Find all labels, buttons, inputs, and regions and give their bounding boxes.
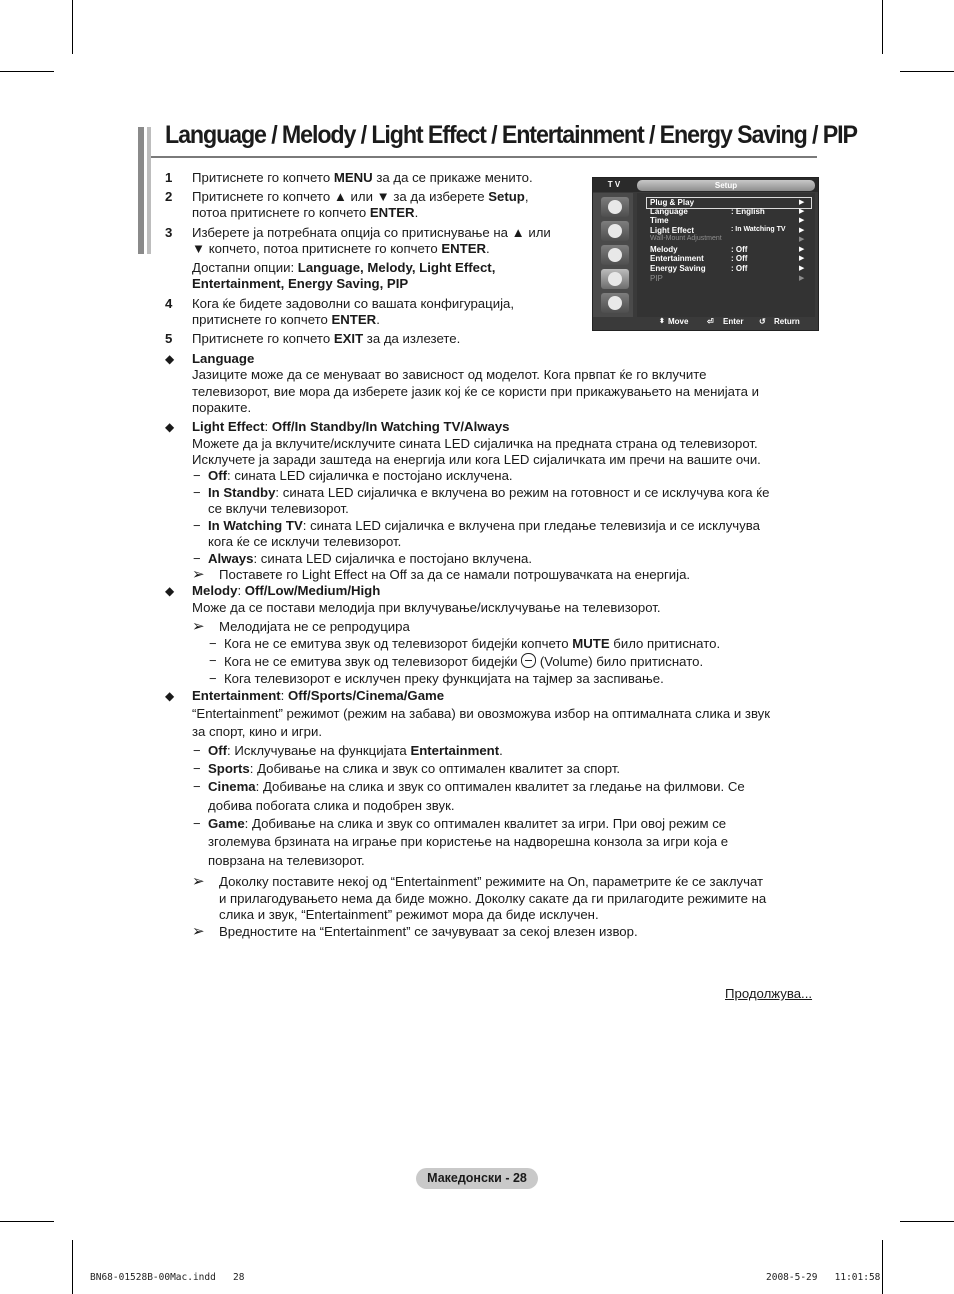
dash-icon: −: [209, 653, 217, 668]
dash-icon: −: [193, 743, 201, 758]
page-title: Language / Melody / Light Effect / Entertainment / Energy Saving / PIP: [165, 121, 857, 149]
crop-mark: [882, 1240, 883, 1294]
dash-icon: −: [193, 485, 201, 500]
move-icon: ⬍: [659, 318, 665, 325]
return-label: Return: [774, 317, 800, 326]
light-effect-text: Исклучете ја заради заштеда на енергија или кога LED сијаличката им пречи на вашите очи.: [192, 452, 761, 467]
entertainment-option: Sports: Добивање на слика и звук со оптимален квалитет за спорт.: [208, 761, 621, 776]
step-number: 5: [165, 331, 173, 346]
move-label: Move: [668, 317, 689, 326]
tv-menu-value: : In Watching TV: [731, 226, 786, 233]
melody-note: Мелодијата не се репродуцира: [219, 619, 410, 634]
dash-icon: −: [193, 761, 201, 776]
step-number: 4: [165, 296, 173, 311]
step-2-text: Притиснете го копчето ▲ или ▼ за да изберете Setup,: [192, 189, 529, 204]
step-3-text-line2: ▼ копчето, потоа притиснете го копчето ENTER.: [192, 241, 490, 256]
light-effect-option-cont: кога ќе се исклучи телевизорот.: [208, 534, 402, 549]
title-accent-bar: [138, 127, 144, 254]
light-effect-option: Always: сината LED сијаличка е постојано вклучена.: [208, 551, 533, 566]
dash-icon: −: [193, 779, 201, 794]
dash-icon: −: [193, 518, 201, 533]
tv-menu-item: Energy Saving: [650, 264, 706, 273]
step-5-text: Притиснете го копчето EXIT за да излезете.: [192, 331, 461, 346]
entertainment-note: Доколку поставите некој од “Entertainment” режимите на On, параметрите ќе се заклучат: [219, 874, 764, 889]
note-arrow-icon: ➢: [192, 873, 205, 890]
light-effect-text: Можете да ја вклучите/исклучите сината LED сијаличка на предната страна од телевизорот.: [192, 436, 758, 451]
tv-menu-item: Light Effect: [650, 226, 694, 235]
dash-icon: −: [209, 636, 217, 651]
crop-mark: [900, 71, 954, 72]
right-arrow-icon: ▶: [799, 199, 805, 206]
language-text: пораките.: [192, 400, 252, 415]
tv-menu-item: Wall-Mount Adjustment: [650, 235, 722, 242]
tv-menu-item: Melody: [650, 245, 678, 254]
step-2-text-line2: потоа притиснете го копчето ENTER.: [192, 205, 419, 220]
input-icon: [601, 293, 629, 313]
light-effect-heading: Light Effect: Off/In Standby/In Watching TV/Always: [192, 419, 510, 434]
melody-note-item: Кога не се емитува звук од телевизорот бидејќи (Volume) било притиснато.: [224, 654, 704, 669]
continued-link[interactable]: Продолжува...: [725, 986, 813, 1001]
dash-icon: −: [209, 671, 217, 686]
return-icon: ↺: [759, 317, 766, 326]
right-arrow-icon: ▶: [799, 246, 805, 253]
melody-note-item: Кога не се емитува звук од телевизорот бидејќи копчето MUTE било притиснато.: [224, 636, 721, 651]
entertainment-note: слика и звук, “Entertainment” режимот мора да биде исклучен.: [219, 907, 599, 922]
right-arrow-icon: ▶: [799, 236, 805, 243]
tv-bottom-bar: [637, 315, 817, 329]
step-4-text-line2: притиснете го копчето ENTER.: [192, 312, 380, 327]
language-text: Јазиците може да се менуваат во зависност од моделот. Кога првпат ќе го вклучите: [192, 367, 707, 382]
entertainment-note: Вредностите на “Entertainment” се зачувуваат за секој влезен извор.: [219, 924, 638, 939]
dash-icon: −: [193, 468, 201, 483]
entertainment-option: Off: Исклучување на функцијата Entertainment.: [208, 743, 503, 758]
melody-heading: Melody: Off/Low/Medium/High: [192, 583, 381, 598]
melody-note-item: Кога телевизорот е исклучен преку функцијата на тајмер за заспивање.: [224, 671, 664, 686]
right-arrow-icon: ▶: [799, 265, 805, 272]
entertainment-option-cont: добива побогата слика и подобрен звук.: [208, 798, 455, 813]
step-3-options: Достапни опции: Language, Melody, Light Effect,: [192, 260, 496, 275]
tv-menu-screenshot: [592, 177, 819, 331]
crop-mark: [882, 0, 883, 54]
light-effect-option: Off: сината LED сијаличка е постојано исклучена.: [208, 468, 513, 483]
light-effect-option: In Standby: сината LED сијаличка е вклучена во режим на готовност и се исклучува кога ќе: [208, 485, 770, 500]
note-arrow-icon: ➢: [192, 618, 205, 635]
footer-date: 2008-5-29 11:01:58: [766, 1272, 881, 1283]
light-effect-option: In Watching TV: сината LED сијаличка е вклучена при гледање телевизија и се исклучува: [208, 518, 760, 533]
tv-menu-value: : English: [731, 207, 765, 216]
crop-mark: [0, 1221, 54, 1222]
tv-menu-value: : Off: [731, 264, 748, 273]
step-3-options-line2: Entertainment, Energy Saving, PIP: [192, 276, 409, 291]
entertainment-option-cont: поврзана на телевизорот.: [208, 853, 365, 868]
entertainment-option-cont: зголемува брзината на играње при користење на надворешна конзола за игри која е: [208, 834, 729, 849]
tv-menu-list: [637, 193, 815, 317]
step-number: 1: [165, 170, 173, 185]
note-arrow-icon: ➢: [192, 566, 205, 583]
title-accent-bar: [147, 127, 151, 254]
tv-label: T V: [607, 180, 621, 189]
sound-icon: [601, 221, 629, 241]
note-arrow-icon: ➢: [192, 923, 205, 940]
tv-menu-item: Plug & Play: [650, 198, 695, 207]
entertainment-heading: Entertainment: Off/Sports/Cinema/Game: [192, 688, 445, 703]
tv-menu-item: PIP: [650, 274, 663, 283]
step-3-text: Изберете ја потребната опција со притиснување на ▲ или: [192, 225, 551, 240]
tv-top-bar: [593, 178, 818, 192]
enter-label: Enter: [723, 317, 744, 326]
language-heading: Language: [192, 351, 255, 366]
right-arrow-icon: ▶: [799, 227, 805, 234]
melody-text: Може да се постави мелодија при вклучување/исклучување на телевизорот.: [192, 600, 661, 615]
crop-mark: [72, 0, 73, 54]
bullet-icon: ◆: [165, 420, 175, 434]
setup-icon: [601, 269, 629, 289]
right-arrow-icon: ▶: [799, 217, 805, 224]
crop-mark: [72, 1240, 73, 1294]
footer-file: BN68-01528B-00Mac.indd 28: [90, 1272, 245, 1283]
bullet-icon: ◆: [165, 352, 175, 366]
bullet-icon: ◆: [165, 584, 175, 598]
entertainment-note: и прилагодувањето нема да биде можно. Доколку сакате да ги прилагодите режимите на: [219, 891, 767, 906]
dash-icon: −: [193, 551, 201, 566]
tv-menu-value: : Off: [731, 245, 748, 254]
picture-icon: [601, 197, 629, 217]
entertainment-text: “Entertainment” режимот (режим на забава) ви овозможува избор на оптималната слика и звук: [192, 706, 771, 721]
tv-menu-item: Time: [650, 216, 669, 225]
volume-minus-icon: [521, 653, 536, 668]
light-effect-option-cont: се вклучи телевизорот.: [208, 501, 349, 516]
entertainment-option: Game: Добивање на слика и звук со оптимален квалитет за игри. При овој режим се: [208, 816, 727, 831]
crop-mark: [0, 71, 54, 72]
tv-sidebar: [593, 193, 633, 317]
bullet-icon: ◆: [165, 689, 175, 703]
language-text: телевизорот, вие мора да изберете јазик кој ќе се користи при прикажувањето на менијата и: [192, 384, 759, 399]
entertainment-text: за спорт, кино и игри.: [192, 724, 323, 739]
step-number: 3: [165, 225, 173, 240]
step-1-text: Притиснете го копчето MENU за да се прикаже менито.: [192, 170, 533, 185]
title-divider: [151, 156, 817, 158]
page-number-badge: Македонски - 28: [416, 1168, 538, 1189]
entertainment-option: Cinema: Добивање на слика и звук со оптимален квалитет за гледање на филмови. Се: [208, 779, 745, 794]
step-number: 2: [165, 189, 173, 204]
right-arrow-icon: ▶: [799, 208, 805, 215]
tv-menu-item: Language: [650, 207, 688, 216]
right-arrow-icon: ▶: [799, 275, 805, 282]
dash-icon: −: [193, 816, 201, 831]
right-arrow-icon: ▶: [799, 255, 805, 262]
step-4-text: Кога ќе бидете задоволни со вашата конфигурација,: [192, 296, 514, 311]
enter-icon: ⏎: [707, 317, 714, 326]
channel-icon: [601, 245, 629, 265]
crop-mark: [900, 1221, 954, 1222]
light-effect-note: Поставете го Light Effect на Off за да се намали потрошувачката на енергија.: [219, 567, 691, 582]
tv-menu-item: Entertainment: [650, 254, 704, 263]
tv-menu-value: : Off: [731, 254, 748, 263]
tv-menu-header: Setup: [637, 180, 815, 191]
